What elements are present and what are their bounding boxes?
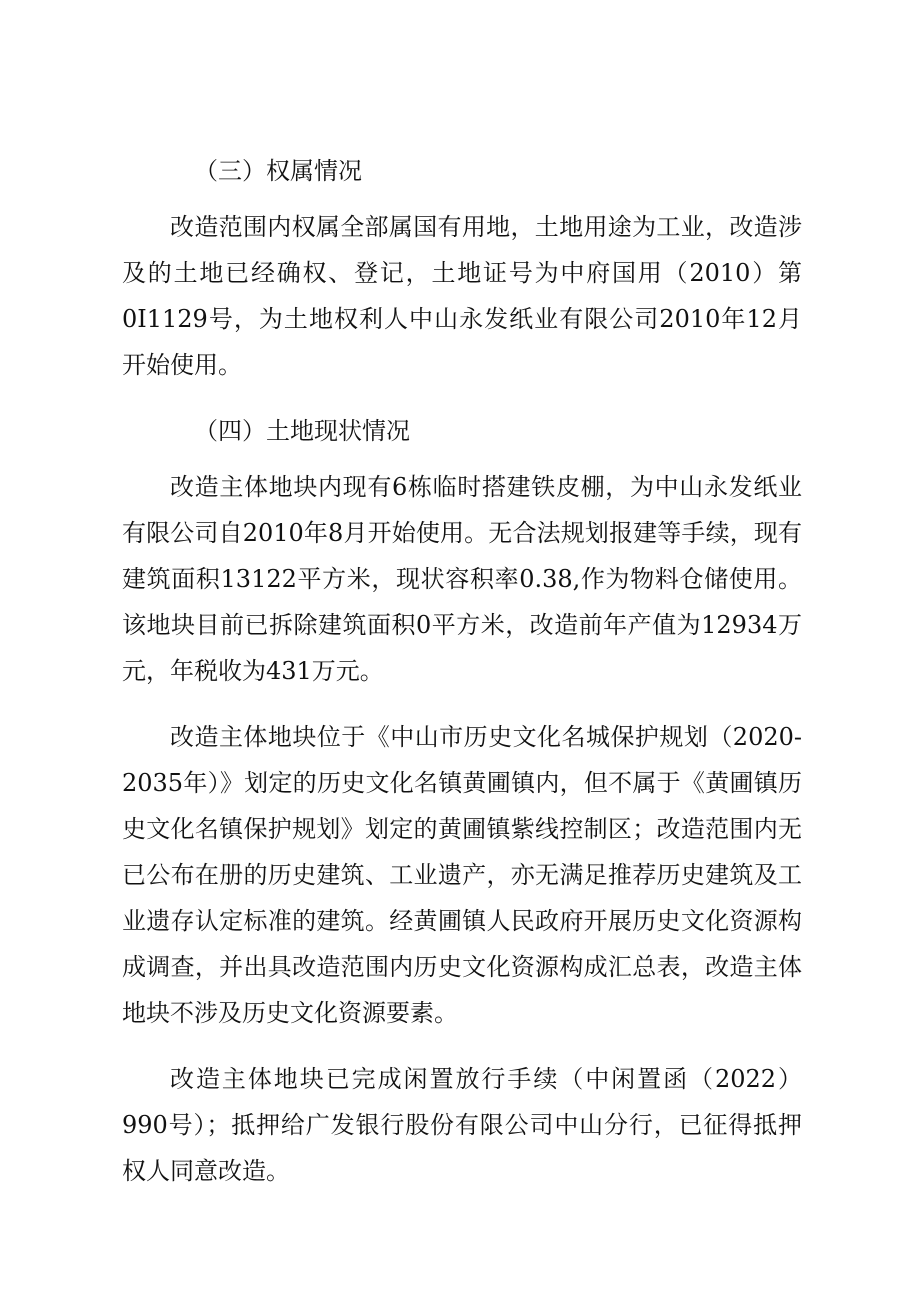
paragraph-ownership: 改造范围内权属全部属国有用地，土地用途为工业，改造涉及的土地已经确权、登记，土地证号为中府国用（2010）第0I1129号，为土地权利人中山永发纸业有限公司2010年12月开始使用。	[122, 213, 802, 379]
paragraph-land-status-heritage: 改造主体地块位于《中山市历史文化名城保护规划（2020-2035年）》划定的历史文化名镇黄圃镇内，但不属于《黄圃镇历史文化名镇保护规划》划定的黄圃镇紫线控制区；改造范围内无已公布在册的历史建筑、工业遗产，亦无满足推荐历史建筑及工业遗存认定标准的建筑。经黄圃镇人民政府开展历史文化资源构成调查，并出具改造范围内历史文化资源构成汇总表，改造主体地块不涉及历史文化资源要素。	[122, 723, 802, 1027]
document-body	[122, 148, 802, 1204]
section-heading-ownership: （三）权属情况	[194, 157, 362, 185]
paragraph-land-status-mortgage: 改造主体地块已完成闲置放行手续（中闲置函（2022）990号）；抵押给广发银行股份有限公司中山分行，已征得抵押权人同意改造。	[122, 1065, 802, 1185]
section-heading-land-status: （四）土地现状情况	[194, 417, 410, 445]
paragraph-land-status-buildings: 改造主体地块内现有6栋临时搭建铁皮棚，为中山永发纸业有限公司自2010年8月开始使用。无合法规划报建等手续，现有建筑面积13122平方米，现状容积率0.38,作为物料仓储使用。该地块目前已拆除建筑面积0平方米，改造前年产值为12934万元，年税收为431万元。	[122, 473, 802, 685]
